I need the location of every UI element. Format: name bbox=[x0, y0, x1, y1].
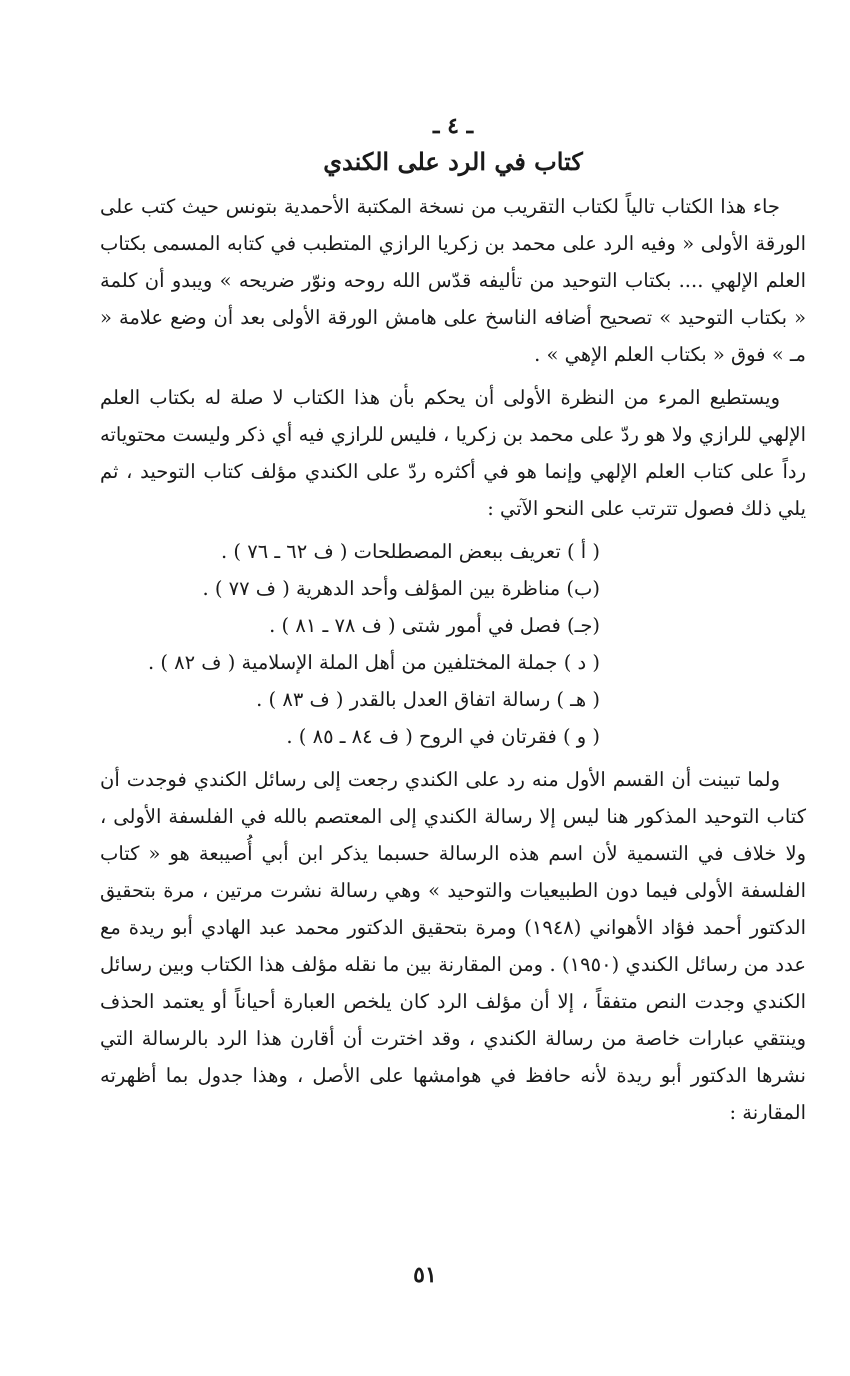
list-item: ( أ ) تعريف ببعض المصطلحات ( ف ٦٢ ـ ٧٦ ) . bbox=[221, 540, 600, 563]
section-number: ـ ٤ ـ bbox=[432, 113, 474, 139]
chapter-title: كتاب في الرد على الكندي bbox=[323, 147, 583, 176]
list-item: (جـ) فصل في أمور شتى ( ف ٧٨ ـ ٨١ ) . bbox=[269, 614, 600, 637]
list-item: ( هـ ) رسالة اتفاق العدل بالقدر ( ف ٨٣ ) . bbox=[256, 688, 600, 711]
list-item: ( و ) فقرتان في الروح ( ف ٨٤ ـ ٨٥ ) . bbox=[286, 725, 600, 748]
paragraph-1: جاء هذا الكتاب تالياً لكتاب التقريب من نسخة المكتبة الأحمدية بتونس حيث كتب على الورقة الأولى « وفيه الرد على محمد بن زكريا الرازي المتطبب في كتابه المسمى بكتاب العلم الإلهي .... بكتاب التوحيد من تأليفه قدّس الله روحه ونوّر ضريحه » ويبدو أن كلمة « بكتاب التوحيد » تصحيح أضافه الناسخ على هامش الورقة الأولى بعد أن وضع علامة « مـ » فوق « بكتاب العلم الإهي » . bbox=[100, 195, 806, 366]
paragraph-3: ولما تبينت أن القسم الأول منه رد على الكندي رجعت إلى رسائل الكندي فوجدت أن كتاب التوحيد المذكور هنا ليس إلا رسالة الكندي إلى المعتصم بالله في الفلسفة الأولى ، ولا خلاف في التسمية لأن اسم هذه الرسالة حسبما يذكر ابن أبي أُصيبعة هو « كتاب الفلسفة الأولى فيما دون الطبيعيات والتوحيد » وهي رسالة نشرت مرتين ، مرة بتحقيق الدكتور أحمد فؤاد الأهواني (١٩٤٨) ومرة بتحقيق الدكتور محمد عبد الهادي أبو ريدة مع عدد من رسائل الكندي (١٩٥٠) . ومن المقارنة بين ما نقله مؤلف هذا الكتاب وبين رسائل الكندي وجدت النص متفقاً ، إلا أن مؤلف الرد كان يلخص العبارة أحياناً أو يعتمد الحذف وينتقي عبارات خاصة من رسالة الكندي ، وقد اخترت أن أقارن هذا الرد بالرسالة التي نشرها الدكتور أبو ريدة لأنه حافظ في هوامشها على الأصل ، وهذا جدول بما أظهرته المقارنة : bbox=[100, 768, 806, 1124]
sections-list bbox=[100, 533, 806, 755]
paragraph-2: ويستطيع المرء من النظرة الأولى أن يحكم بأن هذا الكتاب لا صلة له بكتاب العلم الإلهي للرازي ولا هو ردّ على محمد بن زكريا ، فليس للرازي فيه أي ذكر وليست محتوياته رداً على كتاب العلم الإلهي وإنما هو في أكثره ردّ على الكندي مؤلف كتاب التوحيد ، ثم يلي ذلك فصول تترتب على النحو الآتي : bbox=[100, 386, 806, 520]
list-item: ( د ) جملة المختلفين من أهل الملة الإسلامية ( ف ٨٢ ) . bbox=[147, 651, 600, 674]
list-item: (ب) مناظرة بين المؤلف وأحد الدهرية ( ف ٧٧ ) . bbox=[202, 577, 600, 600]
page-number: ٥١ bbox=[413, 1262, 437, 1288]
page-content bbox=[100, 110, 806, 1137]
